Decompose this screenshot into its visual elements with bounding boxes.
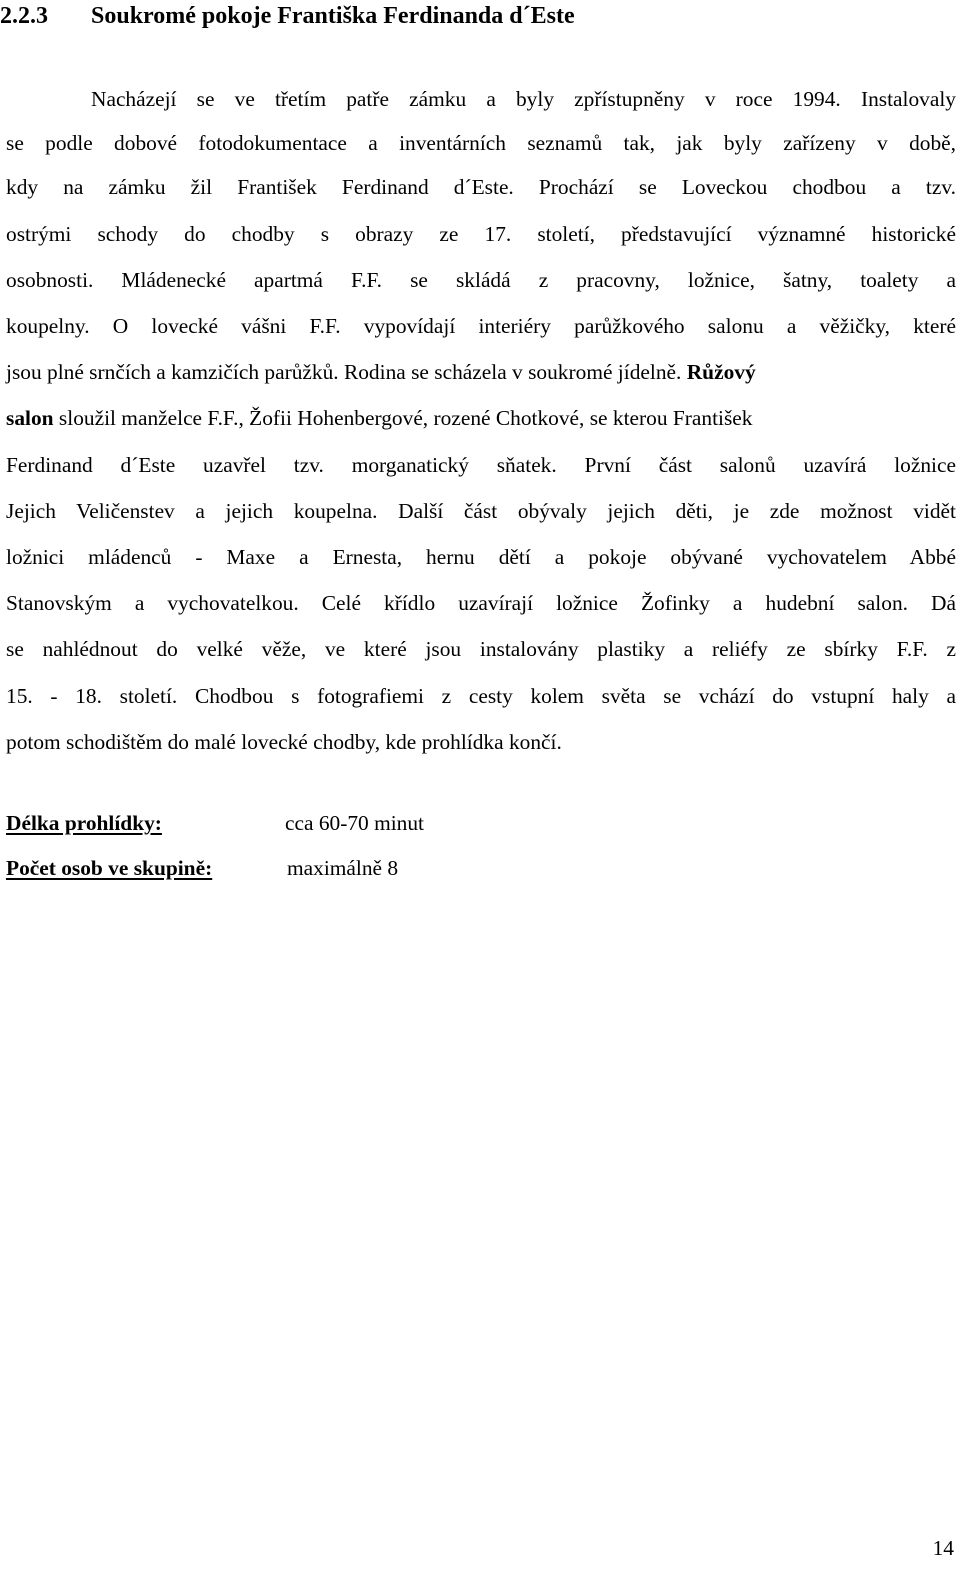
paragraph-line: Stanovským a vychovatelkou. Celé křídlo uzavírají ložnice Žofinky a hudební salon. Dá [6,591,956,615]
paragraph-line: ložnici mládenců - Maxe a Ernesta, hernu dětí a pokoje obývané vychovatelem Abbé [6,545,956,569]
duration-value: cca 60-70 minut [285,811,424,835]
paragraph-line: Jejich Veličenstev a jejich koupelna. Další část obývaly jejich děti, je zde možnost vidět [6,499,956,523]
paragraph-line: koupelny. O lovecké vášni F.F. vypovídají interiéry parůžkového salonu a věžičky, které [6,314,956,338]
duration-label: Délka prohlídky: [6,811,162,835]
page-number: 14 [932,1536,954,1560]
group-size-row [6,853,399,883]
paragraph-line: Ferdinand d´Este uzavřel tzv. morganatický sňatek. První část salonů uzavírá ložnice [6,453,956,477]
paragraph-line: potom schodištěm do malé lovecké chodby, kde prohlídka končí. [6,730,562,754]
paragraph-text: jsou plné srnčích a kamzičích parůžků. Rodina se scházela v soukromé jídelně. [6,360,682,384]
section-heading [0,2,575,30]
paragraph-line: 15. - 18. století. Chodbou s fotografiemi z cesty kolem světa se vchází do vstupní haly a [6,684,956,708]
paragraph-line: se nahlédnout do velké věže, ve které jsou instalovány plastiky a reliéfy ze sbírky F.F. z [6,637,956,661]
paragraph-line: osobnosti. Mládenecké apartmá F.F. se skládá z pracovny, ložnice, šatny, toalety a [6,268,956,292]
duration-row [6,808,424,838]
emphasis-text: Růžový [686,360,756,384]
section-number: 2.2.3 [0,3,48,29]
paragraph-line: Nacházejí se ve třetím patře zámku a byly zpřístupněny v roce 1994. Instalovaly [91,87,956,111]
group-size-label: Počet osob ve skupině: [6,856,213,880]
group-size-value: maximálně 8 [287,856,399,880]
paragraph-text: sloužil manželce F.F., Žofii Hohenbergové, rozené Chotkové, se kterou František [58,406,753,430]
section-title: Soukromé pokoje Františka Ferdinanda d´Este [91,3,575,29]
paragraph-line [6,357,956,387]
emphasis-text: salon [6,406,54,430]
paragraph-line: se podle dobové fotodokumentace a inventárních seznamů tak, jak byly zařízeny v době, [6,131,956,155]
paragraph-line: ostrými schody do chodby s obrazy ze 17. století, představující významné historické [6,222,956,246]
paragraph-line: kdy na zámku žil František Ferdinand d´Este. Prochází se Loveckou chodbou a tzv. [6,175,956,199]
paragraph-line [6,403,956,433]
